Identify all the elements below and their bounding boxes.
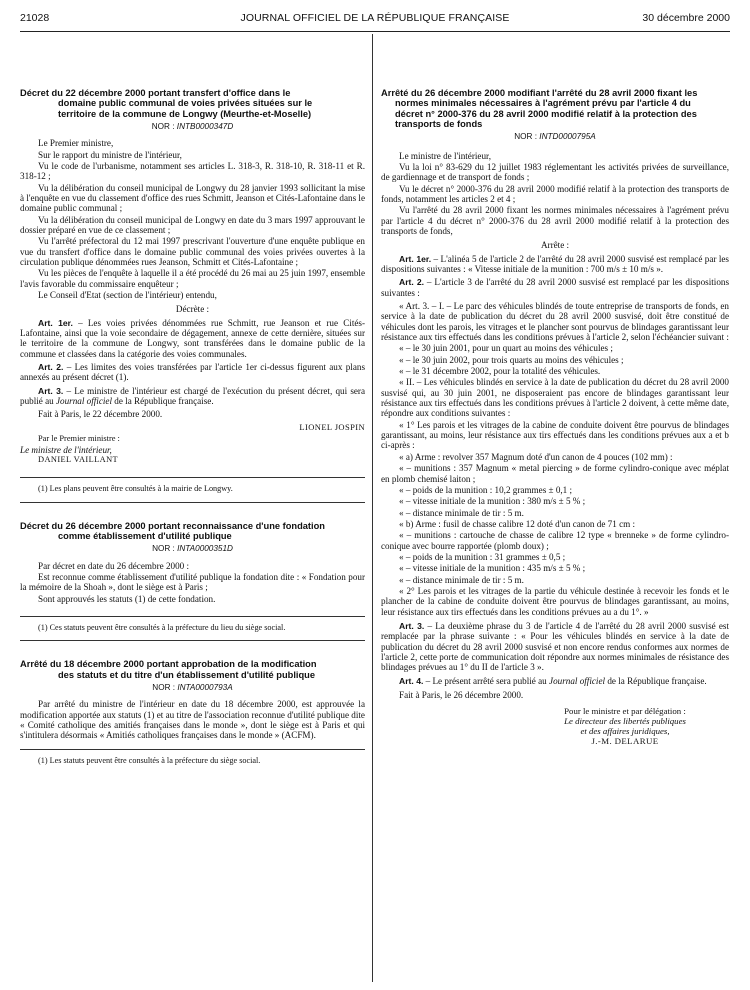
article-text: – L'alinéa 5 de l'article 2 de l'arrêté du 28 avril 2000 susvisé est remplacé par les dispositions suivantes : « Vitesse initiale de la munition : 700 m/s ± 10 m/s ».	[381, 253, 729, 274]
page-number: 21028	[20, 12, 50, 24]
paragraph: Par arrêté du ministre de l'intérieur en date du 18 décembre 2000, est approuvée la modification apportée aux statuts (1) et au titre de l'association reconnue d'utilité publique dite « Comité catholique des amitiés françaises dans le monde », dont le siège est à Paris et qui s'intitulera désormais « Amitiés catholiques françaises dans le monde » (ACFM).	[20, 699, 365, 741]
article-label: Art. 3.	[399, 620, 425, 631]
nor-code: INTD0000795A	[539, 132, 596, 142]
arrete-heading: Arrête :	[540, 240, 570, 251]
article-4	[381, 676, 729, 686]
footnote: (1) Les plans peuvent être consultés à la mairie de Longwy.	[38, 484, 233, 494]
spec-item: « – distance minimale de tir : 5 m.	[399, 574, 524, 585]
quoted-paragraph: « 2° Les parois et les vitrages de la partie du véhicule destinée à recevoir les fonds et le plancher de la cabine de conduite doivent être pourvus de blindages garantissant, au moins, leur résistance aux tirs effectués dans les conditions prévues au a du 1°. »	[381, 585, 729, 617]
footnote: (1) Les statuts peuvent être consultés à la préfecture du siège social.	[38, 755, 261, 765]
paragraph: Sur le rapport du ministre de l'intérieur,	[38, 149, 182, 160]
article-label: Art. 2.	[38, 362, 64, 373]
arrete-title: Arrêté du 26 décembre 2000 modifiant l'arrêté du 28 avril 2000 fixant les normes minimales nécessaires à l'agrément prévu par l'article 4 du décret n° 2000-376 du 28 avril 2000 modifié relatif à la protection des transports de fonds	[381, 88, 698, 129]
nor-label: NOR :	[514, 132, 540, 142]
spec-item: « – distance minimale de tir : 5 m.	[399, 507, 524, 518]
signature-block	[521, 706, 729, 746]
weapon-a: « a) Arme : revolver 357 Magnum doté d'un canon de 4 pouces (102 mm) :	[399, 451, 673, 462]
decree-2-title: Décret du 26 décembre 2000 portant reconnaissance d'une fondation comme établissement d'utilité publique	[20, 520, 325, 541]
quoted-paragraph: « Art. 3. – I. – Le parc des véhicules blindés de toute entreprise de transports de fonds, en service à la date de publication du décret du 28 avril 2000 susvisé, doit être constitué de véhicules dont les parois, les vitrages et le plancher sont pourvus de blindages garantissant leur résistance aux tirs effectués dans les conditions prévues à l'article 2, selon l'échéancier suivant :	[381, 301, 729, 343]
spec-item: « – poids de la munition : 31 grammes ± 0,5 ;	[399, 551, 566, 562]
nor-code: INTA0000351D	[177, 544, 233, 554]
article-label: Art. 4.	[399, 675, 424, 686]
decree-3-nor	[20, 683, 365, 693]
left-column	[20, 88, 365, 765]
par-le-premier-ministre: Par le Premier ministre :	[38, 434, 120, 444]
article-text: – Le ministre de l'intérieur est chargé de l'exécution du présent décret, qui sera publié au	[20, 385, 366, 407]
nor-code: INTB0000347D	[176, 121, 234, 131]
article-text: de la République française.	[112, 396, 214, 407]
spec-item: « – poids de la munition : 10,2 grammes ± 0,1 ;	[399, 484, 573, 495]
paragraph: Sont approuvés les statuts (1) de cette fondation.	[38, 593, 216, 604]
nor-label: NOR :	[152, 544, 178, 554]
paragraph: Vu la délibération du conseil municipal de Longwy en date du 3 mars 1997 approuvant le dossier préparé en vue de ce classement ;	[20, 214, 365, 235]
signature-date: Fait à Paris, le 22 décembre 2000.	[38, 409, 163, 420]
header-rule	[20, 31, 730, 32]
weapon-b: « b) Arme : fusil de chasse calibre 12 doté d'un canon de 71 cm :	[399, 518, 636, 529]
article-text: de la République française.	[605, 675, 707, 686]
nor-code: INTA0000793A	[177, 682, 233, 692]
spec-item: « – vitesse initiale de la munition : 435 m/s ± 5 % ;	[399, 563, 586, 574]
decree-1-nor	[20, 122, 365, 132]
spec-item: « – vitesse initiale de la munition : 380 m/s ± 5 % ;	[399, 496, 586, 507]
signature-line: Le directeur des libertés publiques	[564, 716, 686, 727]
decree-1-title: Décret du 22 décembre 2000 portant transfert d'office dans le domaine public communal de voies privées situées sur le territoire de la commune de Longwy (Meurthe-et-Moselle)	[20, 88, 313, 119]
section-rule	[20, 502, 365, 503]
article-text: – La deuxième phrase du 3 de l'article 4 de l'arrêté du 28 avril 2000 susvisé est remplacée par la phrase suivante : « Pour les véhicules blindés en service à la date de publication du décret du 28 avril 2000 susvisé et non encore rendus conformes aux normes de l'article 2, cette porte de communication doit répondre aux normes minimales de résistance des blindages prévues au 1° du II de l'article 3 ».	[381, 620, 729, 673]
quoted-paragraph: « II. – Les véhicules blindés en service à la date de publication du décret du 28 avril 2000 susvisé qui, au 30 juin 2001, ne disposeraient pas encore de blindages garantissant leur résistance aux tirs effectués dans les conditions prévues à l'article 2 doivent, à cette même date, répondre aux conditions suivantes :	[381, 377, 729, 419]
signer-name: LIONEL JOSPIN	[299, 421, 365, 432]
article-label: Art. 1er.	[38, 317, 73, 328]
nor-label: NOR :	[151, 121, 177, 131]
spec-item: « – munitions : 357 Magnum « metal piercing » de forme cylindro-conique avec méplat en plomb chemisé laiton ;	[381, 463, 729, 484]
paragraph: Vu le décret n° 2000-376 du 28 avril 2000 modifié relatif à la protection des transports de fonds, notamment les articles 2 et 4 ;	[381, 183, 729, 204]
paragraph: Vu la délibération du conseil municipal de Longwy du 28 janvier 1993 sollicitant la mise à l'enquête en vue du classement d'office des rues Schmitt, Jeanson et Cités-Lafontaine dans le domaine public communal ;	[20, 182, 365, 214]
paragraph: Le Conseil d'Etat (section de l'intérieur) entendu,	[38, 290, 217, 301]
article-label: Art. 2.	[399, 277, 424, 288]
minister-name: DANIEL VAILLANT	[38, 454, 119, 464]
signer-name: J.-M. DELARUE	[591, 736, 659, 747]
paragraph: Le ministre de l'intérieur,	[399, 150, 491, 161]
decree-2-nor	[20, 544, 365, 554]
footnote-rule	[20, 749, 365, 750]
decrete-heading: Décrète :	[175, 304, 210, 315]
paragraph: Est reconnue comme établissement d'utilité publique la fondation dite : « Fondation pour la mémoire de la Shoah », dont le siège est à Paris ;	[20, 571, 365, 593]
article-1	[381, 254, 729, 275]
journal-title: JOURNAL OFFICIEL DE LA RÉPUBLIQUE FRANÇAISE	[240, 12, 510, 24]
article-text: – Les voies privées dénommées rue Schmitt, rue Jeanson et rue Cités-Lafontaine, ainsi que la voie secondaire de dégagement, annexe de cette dernière, situées sur le territoire de la commune de Longwy, sont transférées dans le domaine public de la commune et classées dans la catégorie des voies communales.	[20, 317, 365, 359]
section-rule	[20, 640, 365, 641]
paragraph: Vu le code de l'urbanisme, notamment ses articles L. 318-3, R. 318-10, R. 318-11 et R. 318-12 ;	[20, 160, 365, 182]
signature-date: Fait à Paris, le 26 décembre 2000.	[399, 690, 524, 701]
paragraph: Vu l'arrêté du 28 avril 2000 fixant les normes minimales nécessaires à l'agrément prévu par l'article 4 du décret n° 2000-376 du 28 avril 2000 modifié relatif à la protection des transports de fonds,	[381, 205, 729, 236]
article-label: Art. 3.	[38, 385, 64, 396]
arrete-nor	[381, 132, 729, 142]
schedule-item: « – le 31 décembre 2002, pour la totalité des véhicules.	[399, 366, 601, 377]
article-2	[20, 362, 365, 383]
article-3	[381, 621, 729, 673]
nor-label: NOR :	[152, 682, 178, 692]
footnote: (1) Ces statuts peuvent être consultés à la préfecture du lieu du siège social.	[38, 622, 286, 632]
quoted-paragraph: « 1° Les parois et les vitrages de la cabine de conduite doivent être pourvus de blindages garantissant, au moins, leur résistance aux tirs effectués dans les conditions prévues aux a et b ci-après :	[381, 419, 729, 451]
article-text: – Le présent arrêté sera publié au	[423, 675, 550, 686]
article-1	[20, 318, 365, 359]
signature-line: Pour le ministre et par délégation :	[564, 706, 686, 717]
schedule-item: « – le 30 juin 2001, pour un quart au moins des véhicules ;	[399, 343, 613, 354]
page-header	[20, 12, 730, 28]
footnote-rule	[20, 616, 365, 617]
decree-3-title: Arrêté du 18 décembre 2000 portant approbation de la modification des statuts et du titre d'un établissement d'utilité publique	[20, 659, 317, 680]
paragraph: Vu la loi n° 83-629 du 12 juillet 1983 réglementant les activités privées de surveillance, de gardiennage et de transport de fonds ;	[381, 161, 729, 183]
article-text: – Les limites des voies transférées par l'article 1er ci-dessus figurent aux plans annexés au présent décret (1).	[20, 362, 365, 383]
paragraph: Vu les pièces de l'enquête à laquelle il a été procédé du 26 mai au 25 juin 1997, ensemble l'avis favorable du commissaire enquêteur ;	[20, 268, 365, 289]
article-label: Art. 1er.	[399, 253, 432, 264]
spec-item: « – munitions : cartouche de chasse de calibre 12 type « brenneke » de forme cylindro-conique avec bourre rapportée (plomb doux) ;	[381, 530, 729, 551]
paragraph: Vu l'arrêté préfectoral du 12 mai 1997 prescrivant l'ouverture d'une enquête publique en vue du transfert d'office dans le domaine public communal des voies privées ouvertes à la circulation publique dénommées rues Jeanson, Schmitt et Cités-Lafontaine ;	[20, 236, 365, 268]
article-text: – L'article 3 de l'arrêté du 28 avril 2000 susvisé est remplacé par les dispositions suivantes :	[381, 277, 729, 298]
issue-date: 30 décembre 2000	[642, 12, 730, 24]
article-3	[20, 386, 365, 407]
paragraph: Par décret en date du 26 décembre 2000 :	[38, 560, 190, 571]
journal-officiel-italic: Journal officiel	[549, 675, 606, 686]
paragraph: Le Premier ministre,	[38, 138, 114, 149]
signature-line: et des affaires juridiques,	[580, 726, 670, 737]
column-divider	[372, 34, 373, 982]
minister-title: Le ministre de l'intérieur,	[20, 444, 112, 455]
journal-officiel-italic: Journal officiel	[55, 396, 112, 407]
footnote-rule	[20, 477, 365, 478]
article-2	[381, 277, 729, 298]
right-column	[381, 88, 729, 746]
schedule-item: « – le 30 juin 2002, pour trois quarts au moins des véhicules ;	[399, 354, 624, 365]
